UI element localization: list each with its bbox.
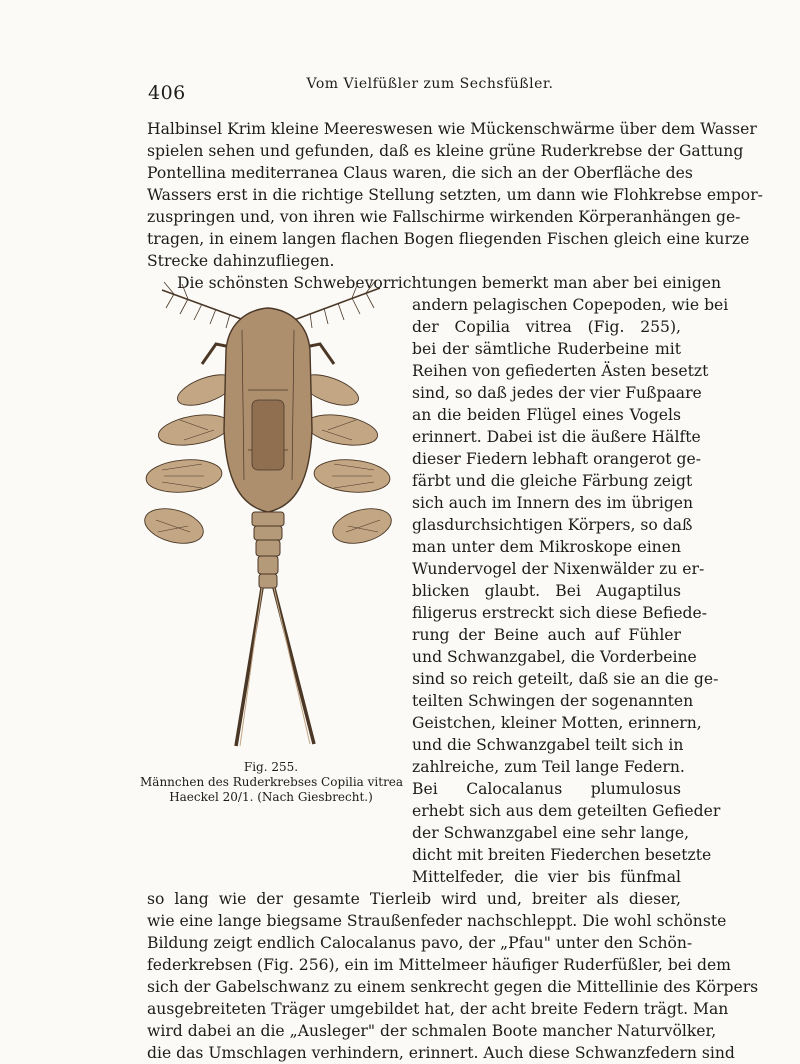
text-line: sich der Gabelschwanz zu einem senkrecht gegen die Mittellinie des Körpers <box>147 978 759 996</box>
figure-caption: Haeckel 20/1. (Nach Giesbrecht.) <box>169 790 373 804</box>
text-line: an die beiden Flügel eines Vogels <box>412 406 681 424</box>
text-line: Pontellina mediterranea Claus waren, die sich an der Oberfläche des <box>147 164 693 182</box>
copepod-illustration <box>144 280 392 748</box>
text-line: sich auch im Innern des im übrigen <box>412 494 694 512</box>
text-line: die das Umschlagen verhindern, erinnert. Auch diese Schwanzfedern sind <box>147 1044 735 1062</box>
furca-right <box>274 588 314 744</box>
text-line: man unter dem Mikroskope einen <box>412 538 681 556</box>
text-line: Mittelfeder, die vier bis fünfmal <box>412 868 681 886</box>
text-line: Halbinsel Krim kleine Meereswesen wie Mückenschwärme über dem Wasser <box>147 120 757 138</box>
text-line: sind so reich geteilt, daß sie an die ge- <box>412 670 719 688</box>
text-line: bei der sämtliche Ruderbeine mit <box>412 340 681 358</box>
text-line: filigerus erstreckt sich diese Befiede- <box>412 604 707 622</box>
text-line: Geistchen, kleiner Motten, erinnern, <box>412 714 702 732</box>
abdomen-segment <box>258 556 278 574</box>
text-line: Bildung zeigt endlich Calocalanus pavo, der „Pfau" unter den Schön- <box>147 934 693 952</box>
antenna-left <box>162 290 244 320</box>
figure-label: Fig. 255. <box>243 760 299 774</box>
abdomen-segment <box>256 540 280 556</box>
copepod-drawing <box>144 280 392 748</box>
running-title: Vom Vielfüßler zum Sechsfüßler. <box>306 76 554 92</box>
figure-caption: Männchen des Ruderkrebses Copilia vitrea <box>140 775 404 789</box>
text-line: der Copilia vitrea (Fig. 255), <box>412 318 681 336</box>
text-line: sind, so daß jedes der vier Fußpaare <box>412 384 702 402</box>
abdomen-segment <box>252 512 284 526</box>
antenna-right <box>294 288 380 320</box>
text-line: federkrebsen (Fig. 256), ein im Mittelmeer häufiger Ruderfüßler, bei dem <box>147 956 731 974</box>
text-line: spielen sehen und gefunden, daß es kleine grüne Ruderkrebse der Gattung <box>147 142 744 160</box>
text-line: und Schwanzgabel, die Vorderbeine <box>412 648 697 666</box>
gut <box>252 400 284 470</box>
text-line: dieser Fiedern lebhaft orangerot ge- <box>412 450 702 468</box>
text-line: erinnert. Dabei ist die äußere Hälfte <box>412 428 701 446</box>
text-line: färbt und die gleiche Färbung zeigt <box>412 472 693 490</box>
page-number: 406 <box>148 82 186 104</box>
abdomen-segment <box>259 574 277 588</box>
text-line: blicken glaubt. Bei Augaptilus <box>412 582 681 600</box>
text-line: Wassers erst in die richtige Stellung setzten, um dann wie Flohkrebse empor- <box>147 186 763 204</box>
text-line: der Schwanzgabel eine sehr lange, <box>412 824 690 842</box>
text-line: zuspringen und, von ihren wie Fallschirme wirkenden Körperanhängen ge- <box>147 208 741 226</box>
text-line: erhebt sich aus dem geteilten Gefieder <box>412 802 721 820</box>
text-line: zahlreiche, zum Teil lange Federn. <box>412 758 685 776</box>
furca-left <box>236 588 262 746</box>
text-line: wie eine lange biegsame Straußenfeder nachschleppt. Die wohl schönste <box>147 912 727 930</box>
text-line: so lang wie der gesamte Tierleib wird und, breiter als dieser, <box>147 890 681 908</box>
text-line: andern pelagischen Copepoden, wie bei <box>412 296 729 314</box>
text-line: teilten Schwingen der sogenannten <box>412 692 694 710</box>
text-line: Bei Calocalanus plumulosus <box>412 780 681 798</box>
text-line: Wundervogel der Nixenwälder zu er- <box>412 560 705 578</box>
text-line: Strecke dahinzufliegen. <box>147 252 335 270</box>
text-line: tragen, in einem langen flachen Bogen fliegenden Fischen gleich eine kurze <box>147 230 750 248</box>
paragraph-start: Die schönsten Schwebevorrichtungen bemerkt man aber bei einigen <box>177 274 722 292</box>
text-line: Reihen von gefiederten Ästen besetzt <box>412 362 709 380</box>
text-line: dicht mit breiten Fiederchen besetzte <box>412 846 712 864</box>
abdomen-segment <box>254 526 282 540</box>
text-line: wird dabei an die „Ausleger" der schmalen Boote mancher Naturvölker, <box>147 1022 717 1040</box>
text-line: rung der Beine auch auf Fühler <box>412 626 681 644</box>
text-line: glasdurchsichtigen Körpers, so daß <box>412 516 693 534</box>
text-line: ausgebreiteten Träger umgebildet hat, der acht breite Federn trägt. Man <box>147 1000 729 1018</box>
text-line: und die Schwanzgabel teilt sich in <box>412 736 684 754</box>
